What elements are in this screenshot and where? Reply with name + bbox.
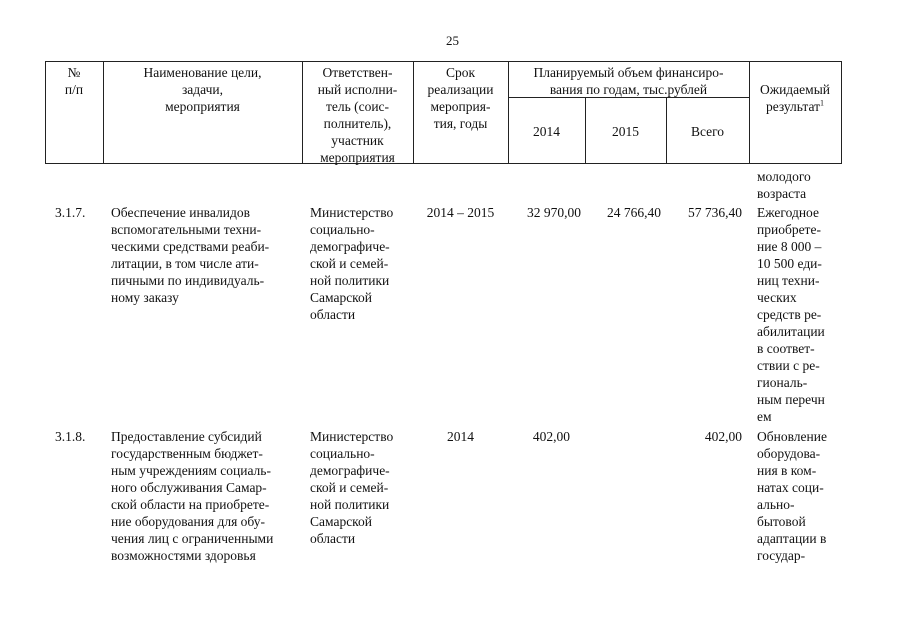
text-line: абилитации [757, 324, 825, 339]
footnote-marker: 1 [820, 98, 825, 108]
header-term: Срок реализации мероприя- тия, годы [427, 65, 494, 131]
col-border [841, 61, 842, 164]
text-line: ствии с ре- [757, 358, 820, 373]
text-line: Самарской [310, 514, 373, 529]
header-result [749, 64, 841, 115]
text-line: литации, в том числе ати- [111, 256, 259, 271]
text-line: Самарской [310, 290, 373, 305]
text-line: государ- [757, 548, 806, 563]
text-line: ние 8 000 – [757, 239, 822, 254]
row-term: 2014 – 2015 [426, 205, 495, 220]
text-line: Ежегодное [757, 205, 819, 220]
text-line: ной политики [310, 497, 390, 512]
text-line: гиональ- [757, 375, 808, 390]
text-line: средств ре- [757, 307, 822, 322]
page-number: 25 [446, 33, 459, 48]
text-line: вспомогательными техни- [111, 222, 262, 237]
text-line: в соответ- [757, 341, 815, 356]
text-line: 10 500 еди- [757, 256, 822, 271]
text-line: Обеспечение инвалидов [111, 205, 250, 220]
header-name: Наименование цели, задачи, мероприятия [143, 65, 262, 114]
text-line: пичными по индивидуаль- [111, 273, 265, 288]
header-2015: 2015 [612, 124, 639, 139]
row-2014: 32 970,00 [527, 205, 581, 220]
header-2014: 2014 [533, 124, 560, 139]
row-result [757, 428, 839, 564]
row-result [757, 204, 839, 425]
text-line: чения лиц с ограниченными [111, 531, 274, 546]
header-result-text: Ожидаемый результат [760, 82, 830, 114]
text-line: области [310, 307, 356, 322]
text-line: ской и семей- [310, 256, 389, 271]
text-line: ной политики [310, 273, 390, 288]
header-top-border [45, 61, 841, 62]
text-line: демографиче- [310, 239, 390, 254]
text-line: ниц техни- [757, 273, 820, 288]
header-num: № п/п [64, 65, 84, 97]
row-total: 57 736,40 [688, 205, 742, 220]
text-line: социально- [310, 222, 375, 237]
text-line: Предоставление субсидий [111, 429, 262, 444]
text-line: Министерство [310, 429, 394, 444]
text-line: оборудова- [757, 446, 821, 461]
row-2014: 402,00 [532, 429, 570, 444]
carryover-line: возраста [757, 186, 807, 201]
text-line: социально- [310, 446, 375, 461]
text-line: приобрете- [757, 222, 821, 237]
row-term: 2014 [447, 429, 474, 444]
carryover-line: молодого [757, 169, 811, 184]
text-line: ем [757, 409, 772, 424]
row-2015: 24 766,40 [607, 205, 661, 220]
text-line: бытовой [757, 514, 806, 529]
text-line: ние оборудования для обу- [111, 514, 266, 529]
row-name [111, 428, 297, 564]
text-line: ным учреждениям социаль- [111, 463, 271, 478]
text-line: ному заказу [111, 290, 179, 305]
header-executor: Ответствен- ный исполни- тель (соис- полнитель), участник мероприятия [317, 65, 398, 165]
text-line: возможностями здоровья [111, 548, 256, 563]
text-line: ния в ком- [757, 463, 817, 478]
text-line: ской и семей- [310, 480, 389, 495]
text-line: государственным бюджет- [111, 446, 263, 461]
text-line: демографиче- [310, 463, 390, 478]
row-total: 402,00 [704, 429, 742, 444]
text-line: натах соци- [757, 480, 824, 495]
row-number: 3.1.8. [55, 429, 86, 444]
header-bottom-border [45, 163, 841, 164]
text-line: адаптации в [757, 531, 827, 546]
text-line: ного обслуживания Самар- [111, 480, 267, 495]
text-line: Министерство [310, 205, 394, 220]
text-line: ным перечн [757, 392, 825, 407]
row-name [111, 204, 297, 306]
text-line: ческих [757, 290, 797, 305]
carryover-result [757, 168, 839, 202]
row-executor [310, 204, 410, 323]
text-line: ально- [757, 497, 795, 512]
text-line: области [310, 531, 356, 546]
header-total: Всего [690, 124, 725, 139]
text-line: ческими средствами реаби- [111, 239, 270, 254]
row-executor [310, 428, 410, 547]
row-number: 3.1.7. [55, 205, 86, 220]
header-funding: Планируемый объем финансиро- вания по годам, тыс.рублей [533, 65, 724, 97]
text-line: Обновление [757, 429, 827, 444]
text-line: ской области на приобрете- [111, 497, 270, 512]
